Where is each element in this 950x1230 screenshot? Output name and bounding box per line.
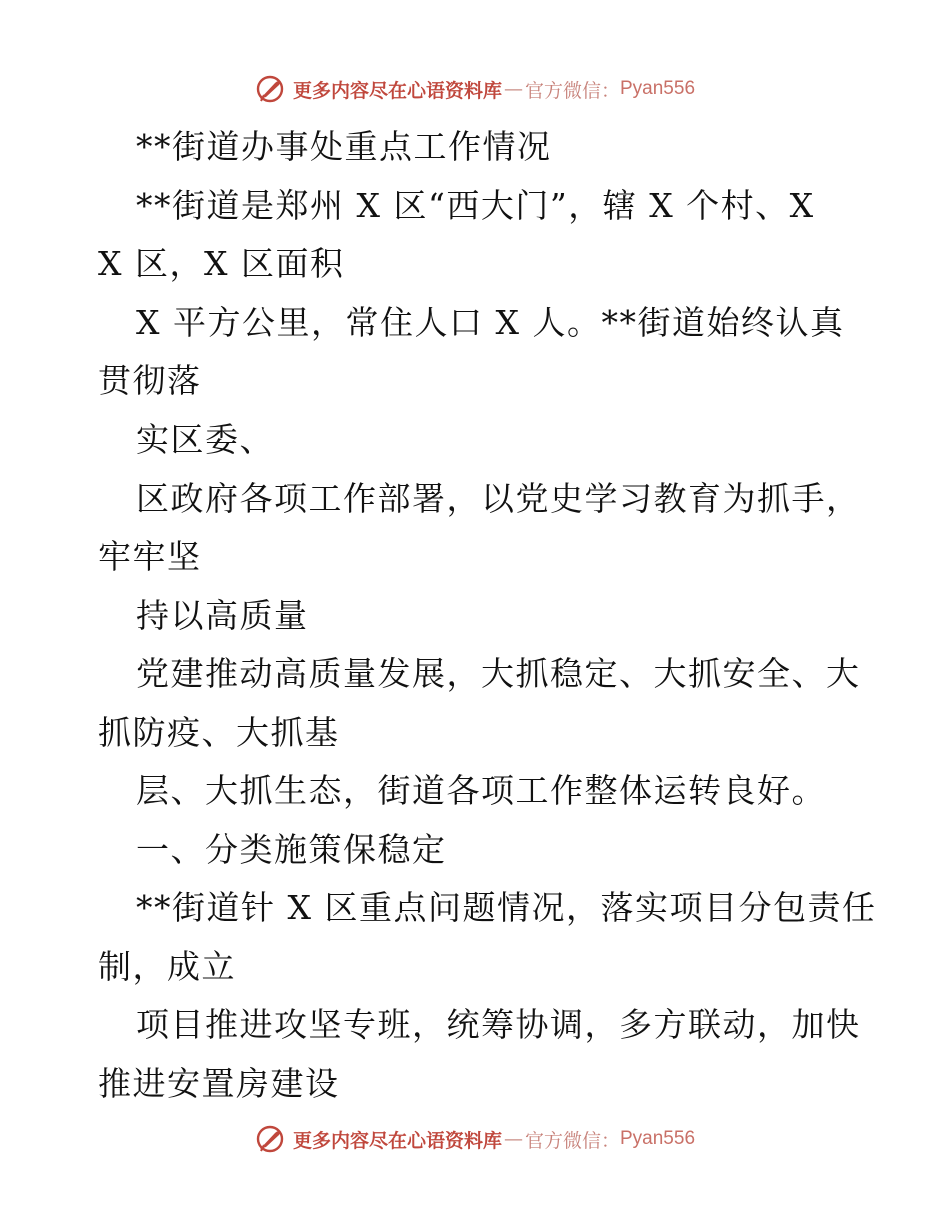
paragraph-line: 持以高质量	[136, 596, 309, 635]
watermark-wechat-id: Pyan556	[620, 1128, 696, 1149]
paragraph-line: 抓防疫、大抓基	[98, 713, 340, 752]
watermark-title: 更多内容尽在心语资料库	[292, 79, 502, 102]
paragraph-line: X 平方公里，常住人口 X 人。**街道始终认真	[136, 303, 845, 342]
paragraph-line: **街道针 X 区重点问题情况，落实项目分包责任	[136, 888, 877, 927]
watermark-wechat-id: Pyan556	[620, 78, 696, 99]
paragraph-line: 项目推进攻坚专班，统筹协调，多方联动，加快	[136, 1005, 861, 1044]
paragraph-line: X 区，X 区面积	[98, 244, 345, 283]
paragraph-line: 牢牢坚	[98, 537, 202, 576]
document-heading: **街道办事处重点工作情况	[136, 127, 552, 166]
paragraph-line: 推进安置房建设	[98, 1064, 340, 1103]
paragraph-line: 制，成立	[98, 947, 236, 986]
watermark-wechat-label: 官方微信：	[524, 79, 620, 102]
paragraph-line: **街道是郑州 X 区“西大门”，辖 X 个村、X	[136, 186, 815, 225]
paragraph-line: 贯彻落	[98, 361, 202, 400]
watermark-dash: —	[503, 78, 523, 100]
paragraph-line: 党建推动高质量发展，大抓稳定、大抓安全、大	[136, 654, 861, 693]
quill-logo-icon	[255, 1124, 285, 1154]
section-heading: 一、分类施策保稳定	[136, 830, 447, 869]
watermark-footer	[0, 1121, 950, 1157]
paragraph-line: 层、大抓生态，街道各项工作整体运转良好。	[136, 771, 826, 810]
paragraph-line: 实区委、	[136, 420, 274, 459]
watermark-wechat-label: 官方微信：	[524, 1129, 620, 1152]
paragraph-line: 区政府各项工作部署，以党史学习教育为抓手，	[136, 479, 861, 518]
watermark-dash: —	[503, 1128, 523, 1150]
watermark-title: 更多内容尽在心语资料库	[292, 1129, 502, 1152]
